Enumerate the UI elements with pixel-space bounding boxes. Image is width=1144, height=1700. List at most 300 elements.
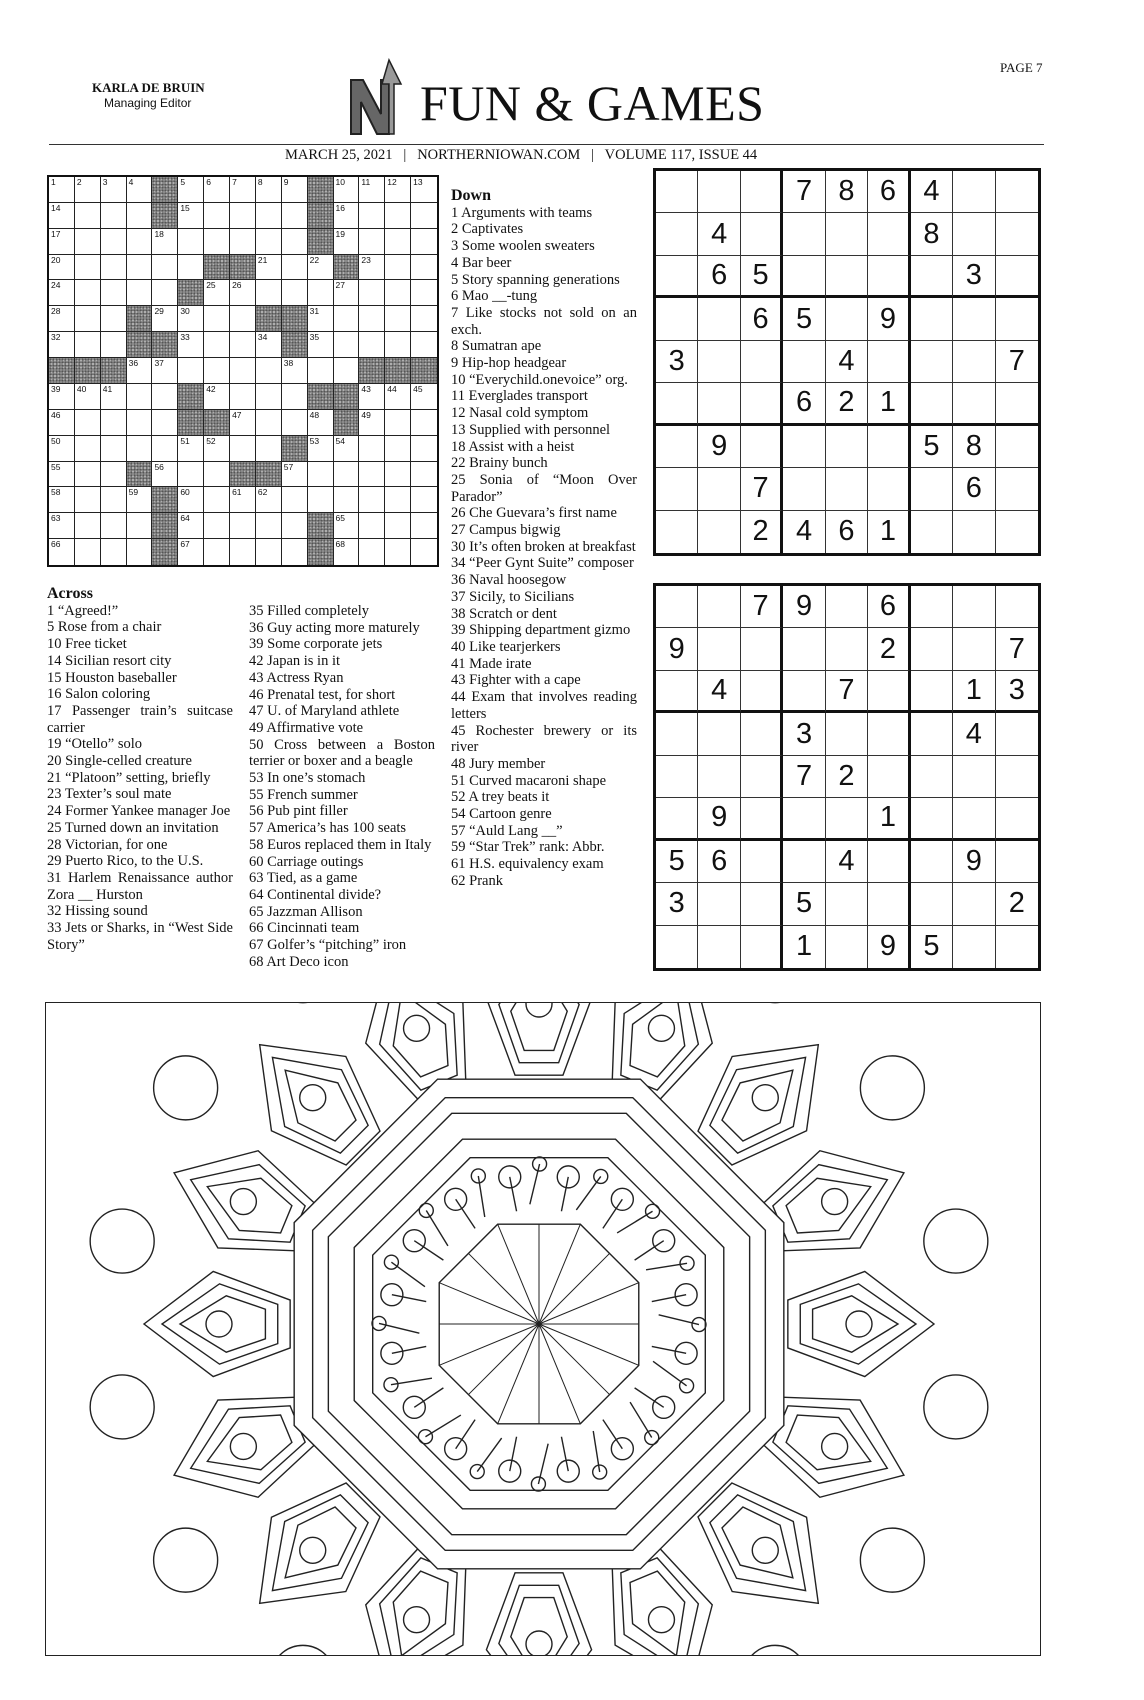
crossword-cell[interactable]: [411, 513, 437, 539]
sudoku-cell[interactable]: [996, 256, 1038, 298]
sudoku-cell[interactable]: [698, 756, 740, 798]
sudoku-cell[interactable]: [953, 171, 995, 213]
sudoku-cell[interactable]: [911, 511, 953, 553]
crossword-cell[interactable]: [75, 255, 101, 281]
sudoku-cell[interactable]: [826, 628, 868, 670]
crossword-cell[interactable]: [152, 410, 178, 436]
crossword-cell[interactable]: [385, 462, 411, 488]
petal-circle: [648, 1607, 674, 1633]
crossword-cell[interactable]: [101, 384, 127, 410]
crossword-cell[interactable]: [256, 332, 282, 358]
crossword-cell[interactable]: [49, 332, 75, 358]
crossword-cell[interactable]: [49, 177, 75, 203]
sudoku-cell[interactable]: [698, 383, 740, 425]
crossword-cell[interactable]: [230, 177, 256, 203]
sudoku-cell[interactable]: [783, 671, 825, 713]
crossword-cell[interactable]: [49, 203, 75, 229]
sudoku-cell[interactable]: [911, 586, 953, 628]
crossword-cell[interactable]: [256, 410, 282, 436]
crossword-cell[interactable]: [334, 332, 360, 358]
sudoku-cell[interactable]: [996, 586, 1038, 628]
sudoku-cell[interactable]: [953, 628, 995, 670]
crossword-cell[interactable]: [359, 203, 385, 229]
crossword-cell[interactable]: [411, 539, 437, 565]
crossword-cell[interactable]: [411, 487, 437, 513]
sudoku-cell[interactable]: [826, 426, 868, 468]
sudoku-cell[interactable]: [911, 883, 953, 925]
crossword-cell[interactable]: [127, 513, 153, 539]
sudoku-cell[interactable]: [996, 383, 1038, 425]
crossword-cell[interactable]: [308, 306, 334, 332]
crossword-cell[interactable]: [127, 255, 153, 281]
sudoku-cell[interactable]: [698, 341, 740, 383]
crossword-cell[interactable]: [152, 358, 178, 384]
sudoku-cell[interactable]: [953, 798, 995, 840]
crossword-cell[interactable]: [359, 410, 385, 436]
crossword-cell[interactable]: [385, 203, 411, 229]
crossword-cell[interactable]: [204, 513, 230, 539]
crossword-cell[interactable]: [256, 177, 282, 203]
crossword-cell[interactable]: [204, 487, 230, 513]
crossword-cell[interactable]: [152, 255, 178, 281]
crossword-cell[interactable]: [359, 255, 385, 281]
crossword-cell[interactable]: [282, 539, 308, 565]
crossword-cell[interactable]: [282, 487, 308, 513]
crossword-cell[interactable]: [178, 462, 204, 488]
crossword-cell[interactable]: [127, 203, 153, 229]
sudoku-cell[interactable]: [741, 798, 783, 840]
crossword-cell[interactable]: [334, 462, 360, 488]
crossword-cell[interactable]: [308, 487, 334, 513]
crossword-cell[interactable]: [101, 436, 127, 462]
crossword-cell[interactable]: [230, 358, 256, 384]
crossword-cell[interactable]: [75, 229, 101, 255]
crossword-cell[interactable]: [49, 487, 75, 513]
crossword-cell[interactable]: [411, 462, 437, 488]
crossword-cell[interactable]: [308, 332, 334, 358]
sudoku-cell[interactable]: [656, 468, 698, 510]
sudoku-cell[interactable]: [698, 511, 740, 553]
sudoku-cell[interactable]: [868, 468, 910, 510]
sudoku-cell[interactable]: [868, 841, 910, 883]
sudoku-cell[interactable]: [953, 926, 995, 968]
crossword-cell[interactable]: [204, 436, 230, 462]
sudoku-cell[interactable]: [656, 926, 698, 968]
crossword-cell[interactable]: [411, 255, 437, 281]
crossword-cell[interactable]: [101, 306, 127, 332]
sudoku-cell[interactable]: [741, 383, 783, 425]
sudoku-cell[interactable]: [741, 756, 783, 798]
sudoku-cell[interactable]: [911, 383, 953, 425]
crossword-cell[interactable]: [256, 229, 282, 255]
crossword-cell[interactable]: [359, 332, 385, 358]
sudoku-cell[interactable]: [698, 468, 740, 510]
crossword-cell[interactable]: [256, 487, 282, 513]
sudoku-cell[interactable]: [826, 798, 868, 840]
crossword-cell[interactable]: [411, 332, 437, 358]
sudoku-cell[interactable]: [911, 341, 953, 383]
sudoku-cell[interactable]: [783, 798, 825, 840]
sudoku-cell[interactable]: [783, 256, 825, 298]
sudoku-cell[interactable]: [741, 628, 783, 670]
crossword-cell[interactable]: [178, 539, 204, 565]
crossword-cell[interactable]: [359, 513, 385, 539]
sudoku-cell[interactable]: [741, 926, 783, 968]
crossword-cell[interactable]: [230, 384, 256, 410]
crossword-cell[interactable]: [101, 177, 127, 203]
crossword-cell[interactable]: [256, 436, 282, 462]
crossword-cell[interactable]: [334, 513, 360, 539]
crossword-cell[interactable]: [75, 280, 101, 306]
sudoku-cell[interactable]: [868, 671, 910, 713]
sudoku-cell[interactable]: [698, 883, 740, 925]
crossword-cell[interactable]: [230, 410, 256, 436]
sudoku-cell[interactable]: [868, 341, 910, 383]
sudoku-cell[interactable]: [911, 298, 953, 340]
sudoku-cell[interactable]: [911, 798, 953, 840]
crossword-cell[interactable]: [411, 306, 437, 332]
crossword-cell[interactable]: [75, 487, 101, 513]
crossword-cell[interactable]: [334, 177, 360, 203]
crossword-cell[interactable]: [204, 462, 230, 488]
crossword-cell[interactable]: [282, 410, 308, 436]
crossword-cell[interactable]: [101, 410, 127, 436]
crossword-cell[interactable]: [334, 539, 360, 565]
crossword-cell[interactable]: [411, 229, 437, 255]
crossword-cell[interactable]: [178, 513, 204, 539]
crossword-cell[interactable]: [204, 229, 230, 255]
sudoku-cell[interactable]: [953, 883, 995, 925]
crossword-cell[interactable]: [385, 229, 411, 255]
sudoku-cell[interactable]: [826, 926, 868, 968]
crossword-cell[interactable]: [178, 436, 204, 462]
crossword-cell[interactable]: [359, 280, 385, 306]
crossword-cell[interactable]: [178, 203, 204, 229]
crossword-cell[interactable]: [152, 229, 178, 255]
crossword-cell[interactable]: [282, 177, 308, 203]
sudoku-cell[interactable]: [911, 468, 953, 510]
crossword-cell[interactable]: [127, 539, 153, 565]
crossword-cell[interactable]: [101, 332, 127, 358]
crossword-cell[interactable]: [411, 203, 437, 229]
crossword-cell[interactable]: [75, 410, 101, 436]
crossword-cell[interactable]: [411, 436, 437, 462]
crossword-cell[interactable]: [101, 462, 127, 488]
sudoku-cell[interactable]: [741, 713, 783, 755]
crossword-cell[interactable]: [385, 306, 411, 332]
crossword-cell[interactable]: [230, 487, 256, 513]
crossword-cell[interactable]: [334, 358, 360, 384]
crossword-cell[interactable]: [49, 410, 75, 436]
crossword-cell[interactable]: [152, 436, 178, 462]
crossword-cell[interactable]: [411, 410, 437, 436]
crossword-cell[interactable]: [204, 332, 230, 358]
crossword-cell[interactable]: [178, 255, 204, 281]
crossword-cell[interactable]: [256, 384, 282, 410]
crossword-cell[interactable]: [152, 462, 178, 488]
sudoku-cell[interactable]: [826, 883, 868, 925]
sudoku-cell[interactable]: [996, 926, 1038, 968]
crossword-cell[interactable]: [385, 410, 411, 436]
crossword-cell[interactable]: [178, 332, 204, 358]
sudoku-cell[interactable]: [741, 841, 783, 883]
crossword-cell[interactable]: [282, 280, 308, 306]
crossword-cell[interactable]: [49, 306, 75, 332]
sudoku-cell[interactable]: [698, 713, 740, 755]
sudoku-cell[interactable]: [656, 713, 698, 755]
sudoku-cell[interactable]: [741, 426, 783, 468]
sudoku-cell[interactable]: [953, 213, 995, 255]
crossword-cell[interactable]: [308, 255, 334, 281]
sudoku-cell[interactable]: [783, 213, 825, 255]
crossword-cell[interactable]: [204, 539, 230, 565]
crossword-cell[interactable]: [282, 513, 308, 539]
sudoku-cell[interactable]: [741, 883, 783, 925]
crossword-cell[interactable]: [230, 229, 256, 255]
crossword-cell[interactable]: [75, 332, 101, 358]
sudoku-cell[interactable]: [783, 341, 825, 383]
crossword-cell[interactable]: [308, 358, 334, 384]
crossword-cell[interactable]: [75, 539, 101, 565]
crossword-cell[interactable]: [204, 358, 230, 384]
sudoku-cell[interactable]: [826, 713, 868, 755]
sudoku-cell[interactable]: [996, 298, 1038, 340]
sudoku-cell[interactable]: [656, 171, 698, 213]
sudoku-cell[interactable]: [996, 511, 1038, 553]
crossword-cell[interactable]: [49, 384, 75, 410]
crossword-cell[interactable]: [385, 436, 411, 462]
sudoku-cell[interactable]: [826, 586, 868, 628]
crossword-cell[interactable]: [75, 306, 101, 332]
sudoku-cell[interactable]: [996, 213, 1038, 255]
crossword-cell[interactable]: [75, 436, 101, 462]
sudoku-cell[interactable]: [741, 171, 783, 213]
crossword-cell[interactable]: [49, 280, 75, 306]
sudoku-cell[interactable]: [826, 468, 868, 510]
sudoku-cell[interactable]: [996, 798, 1038, 840]
sudoku-cell[interactable]: [868, 256, 910, 298]
crossword-cell[interactable]: [49, 513, 75, 539]
sudoku-cell[interactable]: [783, 841, 825, 883]
crossword-cell[interactable]: [127, 436, 153, 462]
crossword-cell[interactable]: [101, 280, 127, 306]
crossword-cell[interactable]: [75, 384, 101, 410]
crossword-cell[interactable]: [230, 436, 256, 462]
sudoku-cell[interactable]: [996, 841, 1038, 883]
crossword-cell[interactable]: [127, 358, 153, 384]
sudoku-cell[interactable]: [783, 628, 825, 670]
sudoku-cell[interactable]: [783, 426, 825, 468]
crossword-cell[interactable]: [385, 539, 411, 565]
sudoku-cell[interactable]: [741, 341, 783, 383]
crossword-cell[interactable]: [230, 539, 256, 565]
crossword-cell[interactable]: [411, 280, 437, 306]
crossword-cell[interactable]: [282, 358, 308, 384]
crossword-cell[interactable]: [282, 384, 308, 410]
crossword-cell[interactable]: [359, 436, 385, 462]
sudoku-cell[interactable]: [868, 883, 910, 925]
crossword-cell[interactable]: [230, 332, 256, 358]
sudoku-cell[interactable]: [656, 586, 698, 628]
crossword-black-square: [178, 384, 204, 410]
sudoku-cell[interactable]: [996, 171, 1038, 213]
sudoku-cell[interactable]: [911, 256, 953, 298]
crossword-cell[interactable]: [75, 462, 101, 488]
crossword-cell[interactable]: [359, 229, 385, 255]
crossword-cell[interactable]: [152, 306, 178, 332]
crossword-cell[interactable]: [385, 280, 411, 306]
crossword-cell[interactable]: [308, 436, 334, 462]
crossword-cell[interactable]: [411, 384, 437, 410]
sudoku-cell[interactable]: [826, 213, 868, 255]
crossword-cell[interactable]: [178, 177, 204, 203]
sudoku-cell[interactable]: [826, 256, 868, 298]
sudoku-cell[interactable]: [911, 841, 953, 883]
crossword-cell[interactable]: [152, 280, 178, 306]
crossword-cell[interactable]: [385, 332, 411, 358]
crossword-cell[interactable]: [256, 203, 282, 229]
crossword-cell[interactable]: [101, 487, 127, 513]
crossword-cell[interactable]: [204, 306, 230, 332]
crossword-cell[interactable]: [334, 487, 360, 513]
sudoku-cell[interactable]: [953, 586, 995, 628]
crossword-cell[interactable]: [204, 203, 230, 229]
crossword-cell[interactable]: [230, 280, 256, 306]
crossword-cell[interactable]: [256, 513, 282, 539]
sudoku-cell[interactable]: [698, 171, 740, 213]
crossword-cell[interactable]: [178, 229, 204, 255]
crossword-cell[interactable]: [101, 255, 127, 281]
crossword-cell[interactable]: [49, 229, 75, 255]
crossword-cell[interactable]: [411, 177, 437, 203]
crossword-cell[interactable]: [49, 462, 75, 488]
sudoku-cell[interactable]: [996, 468, 1038, 510]
crossword-cell[interactable]: [334, 280, 360, 306]
crossword-cell[interactable]: [308, 462, 334, 488]
sudoku-cell[interactable]: [868, 213, 910, 255]
sudoku-cell[interactable]: [996, 426, 1038, 468]
crossword-cell[interactable]: [282, 229, 308, 255]
crossword-cell[interactable]: [101, 513, 127, 539]
crossword-cell[interactable]: [334, 436, 360, 462]
crossword-cell[interactable]: [127, 177, 153, 203]
crossword-cell[interactable]: [385, 177, 411, 203]
crossword-cell[interactable]: [334, 229, 360, 255]
crossword-cell[interactable]: [385, 255, 411, 281]
crossword-cell[interactable]: [256, 358, 282, 384]
sudoku-cell[interactable]: [868, 756, 910, 798]
sudoku-cell[interactable]: [656, 213, 698, 255]
sudoku-cell[interactable]: [826, 298, 868, 340]
sudoku-cell[interactable]: [953, 383, 995, 425]
crossword-cell[interactable]: [282, 255, 308, 281]
crossword-cell[interactable]: [385, 513, 411, 539]
sudoku-cell[interactable]: [868, 426, 910, 468]
sudoku-cell[interactable]: [953, 298, 995, 340]
crossword-cell[interactable]: [230, 306, 256, 332]
crossword-cell[interactable]: [308, 410, 334, 436]
sudoku-cell[interactable]: [698, 926, 740, 968]
sudoku-cell[interactable]: [911, 628, 953, 670]
crossword-cell[interactable]: [359, 462, 385, 488]
crossword-cell[interactable]: [204, 177, 230, 203]
sudoku-cell[interactable]: [953, 341, 995, 383]
crossword-cell[interactable]: [49, 436, 75, 462]
crossword-cell[interactable]: [282, 462, 308, 488]
sudoku-cell[interactable]: [996, 713, 1038, 755]
crossword-cell[interactable]: [75, 203, 101, 229]
crossword-cell[interactable]: [49, 255, 75, 281]
sudoku-cell[interactable]: [953, 756, 995, 798]
crossword-cell[interactable]: [75, 513, 101, 539]
crossword-cell[interactable]: [334, 203, 360, 229]
sudoku-cell[interactable]: [868, 713, 910, 755]
crossword-cell[interactable]: [230, 513, 256, 539]
crossword-cell[interactable]: [101, 229, 127, 255]
crossword-cell[interactable]: [49, 539, 75, 565]
sudoku-cell[interactable]: [911, 671, 953, 713]
crossword-cell[interactable]: [359, 384, 385, 410]
crossword-cell[interactable]: [178, 487, 204, 513]
crossword-cell[interactable]: [101, 203, 127, 229]
sudoku-cell[interactable]: [656, 383, 698, 425]
crossword-cell[interactable]: [359, 539, 385, 565]
crossword-cell[interactable]: [152, 384, 178, 410]
crossword-cell[interactable]: [334, 306, 360, 332]
crossword-cell[interactable]: [127, 410, 153, 436]
crossword-cell[interactable]: [359, 177, 385, 203]
sudoku-cell[interactable]: [656, 256, 698, 298]
crossword-cell[interactable]: [75, 177, 101, 203]
crossword-cell[interactable]: [256, 280, 282, 306]
sudoku-cell[interactable]: [656, 511, 698, 553]
crossword-cell[interactable]: [256, 255, 282, 281]
sudoku-cell[interactable]: [783, 468, 825, 510]
crossword-cell[interactable]: [127, 384, 153, 410]
crossword-cell[interactable]: [256, 539, 282, 565]
sudoku-cell[interactable]: [996, 756, 1038, 798]
sudoku-cell[interactable]: [656, 671, 698, 713]
crossword-cell[interactable]: [127, 487, 153, 513]
crossword-cell[interactable]: [204, 280, 230, 306]
crossword-cell[interactable]: [178, 306, 204, 332]
sudoku-cell[interactable]: [656, 756, 698, 798]
crossword-cell[interactable]: [282, 203, 308, 229]
sudoku-cell[interactable]: [698, 298, 740, 340]
sudoku-cell[interactable]: [741, 213, 783, 255]
crossword-cell[interactable]: [385, 384, 411, 410]
crossword-cell[interactable]: [385, 487, 411, 513]
sudoku-cell[interactable]: [698, 628, 740, 670]
sudoku-cell[interactable]: [656, 426, 698, 468]
crossword-cell[interactable]: [204, 384, 230, 410]
sudoku-cell[interactable]: [656, 298, 698, 340]
crossword-cell[interactable]: [101, 539, 127, 565]
sudoku-cell[interactable]: [911, 756, 953, 798]
sudoku-cell[interactable]: [953, 511, 995, 553]
crossword-cell[interactable]: [359, 487, 385, 513]
crossword-cell[interactable]: [127, 280, 153, 306]
sudoku-cell[interactable]: [741, 671, 783, 713]
crossword-cell[interactable]: [178, 358, 204, 384]
sudoku-cell[interactable]: [698, 586, 740, 628]
crossword-cell[interactable]: [308, 280, 334, 306]
sudoku-cell[interactable]: [656, 798, 698, 840]
crossword-cell[interactable]: [230, 203, 256, 229]
sudoku-cell[interactable]: [911, 713, 953, 755]
crossword-cell[interactable]: [359, 306, 385, 332]
crossword-cell[interactable]: [127, 229, 153, 255]
